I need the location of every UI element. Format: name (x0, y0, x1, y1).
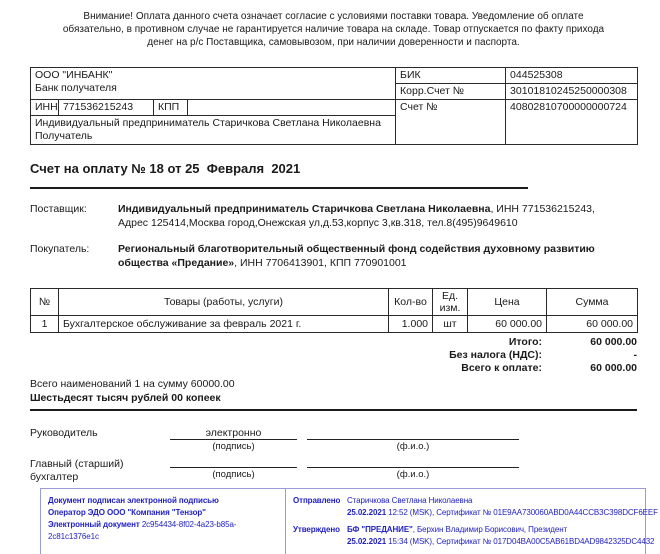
director-label: Руководитель (30, 427, 98, 439)
total-row (30, 336, 637, 349)
director-signature-field (170, 427, 297, 452)
items-header-row (31, 289, 638, 316)
sent-body (347, 495, 658, 519)
account-label: Счет № (396, 100, 506, 145)
bank-details-table (30, 67, 638, 145)
director-signature-row (30, 427, 637, 452)
amount-in-words: Шестьдесят тысяч рублей 00 копеек (30, 392, 221, 404)
corr-account-value: 30101810245250000308 (506, 84, 638, 100)
bank-caption: Банк получателя (35, 82, 117, 94)
notice-line-3: денег на р/с Поставщика, самовывозом, при наличии доверенности и паспорта. (147, 37, 520, 48)
buyer-value (118, 243, 625, 270)
items-count-line: Всего наименований 1 на сумму 60000.00 (30, 378, 235, 390)
item-qty: 1.000 (389, 316, 433, 333)
approved-date: 25.02.2021 (347, 537, 387, 546)
notice-line-2: обязательно, в противном случае не гарантируется наличие товара на складе. Товар отпускается по факту прихода (62, 24, 605, 35)
total-label: Итого: (508, 336, 542, 348)
parties-section (30, 203, 637, 270)
title-divider (30, 187, 528, 189)
due-row (30, 362, 637, 375)
bank-name: ООО "ИНБАНК" (35, 69, 113, 81)
stamp-operator-line: Оператор ЭДО ООО "Компания "Тензор" (48, 508, 206, 517)
total-value: 60 000.00 (590, 336, 637, 348)
signatures-section (30, 427, 637, 484)
supplier-row (30, 203, 637, 230)
stamp-document-label: Электронный документ (48, 520, 142, 529)
corr-account-label: Корр.Счет № (396, 84, 506, 100)
item-unit: шт (433, 316, 468, 333)
supplier-address: Адрес 125414,Москва город,Онежская ул,д.53,корпус 3,кв.318, тел.8(495)9649610 (118, 216, 518, 229)
accountant-signature-value (170, 455, 297, 468)
col-unit: Ед. изм. (433, 289, 468, 316)
item-description: Бухгалтерское обслуживание за февраль 2021 г. (59, 316, 389, 333)
stamp-document-line (48, 519, 280, 543)
signature-caption: (подпись) (212, 441, 255, 452)
accountant-signature-row (30, 455, 637, 484)
recipient-name: Индивидуальный предприниматель Старичкова Светлана Николаевна (35, 117, 381, 129)
bik-value: 044525308 (506, 68, 638, 84)
buyer-row (30, 243, 637, 270)
accountant-signature-field (170, 455, 297, 484)
stamp-sent-entry (293, 495, 658, 519)
kpp-value (188, 100, 396, 116)
name-caption: (ф.и.о.) (396, 469, 430, 480)
sent-date: 25.02.2021 (347, 508, 387, 517)
col-qty: Кол-во (389, 289, 433, 316)
director-name-value (307, 427, 519, 440)
notice-line-1: Внимание! Оплата данного счета означает согласие с условиями поставки товара. Уведомление об оплате (83, 11, 584, 22)
approved-person: , Берхин Владимир Борисович, Президент (412, 525, 568, 534)
stamp-document-id: 2c954434-8f02-4a23-b85a-2c81c1376e1c (48, 520, 237, 541)
vat-value: - (633, 349, 637, 361)
buyer-details: , ИНН 7706413901, КПП 770901001 (234, 256, 407, 269)
payment-notice (30, 10, 637, 49)
approved-org: БФ "ПРЕДАНИЕ" (347, 525, 413, 534)
invoice-title: Счет на оплату № 18 от 25 Февраля 2021 (30, 161, 301, 176)
vat-row (30, 349, 637, 362)
approved-details: 15:34 (MSK), Сертификат № 017D04BA00C5AB61BD4AD9842325DC4432 (386, 537, 655, 546)
recipient-caption: Получатель (35, 130, 93, 142)
col-goods: Товары (работы, услуги) (59, 289, 389, 316)
stamp-approved-entry (293, 524, 658, 548)
electronic-signature-stamp (40, 488, 658, 554)
stamp-signed-line: Документ подписан электронной подписью (48, 496, 219, 505)
accountant-name-value (307, 455, 519, 468)
sent-name: Старичкова Светлана Николаевна (347, 496, 473, 505)
item-sum: 60 000.00 (547, 316, 638, 333)
bik-label: БИК (396, 68, 506, 84)
stamp-left-panel (41, 489, 286, 554)
accountant-label: Главный (старший) бухгалтер (30, 458, 124, 483)
approved-body (347, 524, 658, 548)
recipient-cell (31, 116, 396, 145)
account-value: 40802810700000000724 (506, 100, 638, 145)
item-number: 1 (31, 316, 59, 333)
due-value: 60 000.00 (590, 362, 637, 374)
item-price: 60 000.00 (468, 316, 547, 333)
supplier-value (118, 203, 625, 230)
vat-label: Без налога (НДС): (449, 349, 542, 361)
buyer-name: Региональный благотворительный общественный фонд содействия духовному развитию общества «Предание» (118, 243, 595, 269)
buyer-label: Покупатель: (30, 243, 90, 255)
col-price: Цена (468, 289, 547, 316)
name-caption: (ф.и.о.) (396, 441, 430, 452)
approved-certificate-line (347, 536, 658, 548)
stamp-right-panel (286, 489, 660, 554)
approved-label: Утверждено (293, 525, 340, 534)
totals-section (30, 336, 637, 375)
sent-certificate-line (347, 507, 658, 519)
accountant-name-field (307, 455, 519, 484)
signature-caption: (подпись) (212, 469, 255, 480)
sent-details: 12:52 (MSK), Сертификат № 01E9AA730060ABD0A44CCB3C398DCF6EEF (386, 508, 658, 517)
col-number: № (31, 289, 59, 316)
summary-section (30, 377, 637, 405)
table-row (31, 316, 638, 333)
kpp-label: КПП (154, 100, 188, 116)
director-signature-value: электронно (170, 427, 297, 440)
supplier-inn: , ИНН 771536215243, (490, 203, 595, 215)
supplier-label: Поставщик: (30, 203, 87, 215)
col-sum: Сумма (547, 289, 638, 316)
sent-label: Отправлено (293, 496, 341, 505)
due-label: Всего к оплате: (461, 362, 542, 374)
items-table (30, 288, 638, 333)
bank-name-cell (31, 68, 396, 100)
supplier-name: Индивидуальный предприниматель Старичкова Светлана Николаевна (118, 203, 491, 215)
summary-divider (30, 409, 637, 411)
inn-label: ИНН (31, 100, 59, 116)
director-name-field (307, 427, 519, 452)
inn-value: 771536215243 (59, 100, 154, 116)
approved-name-line (347, 524, 658, 536)
